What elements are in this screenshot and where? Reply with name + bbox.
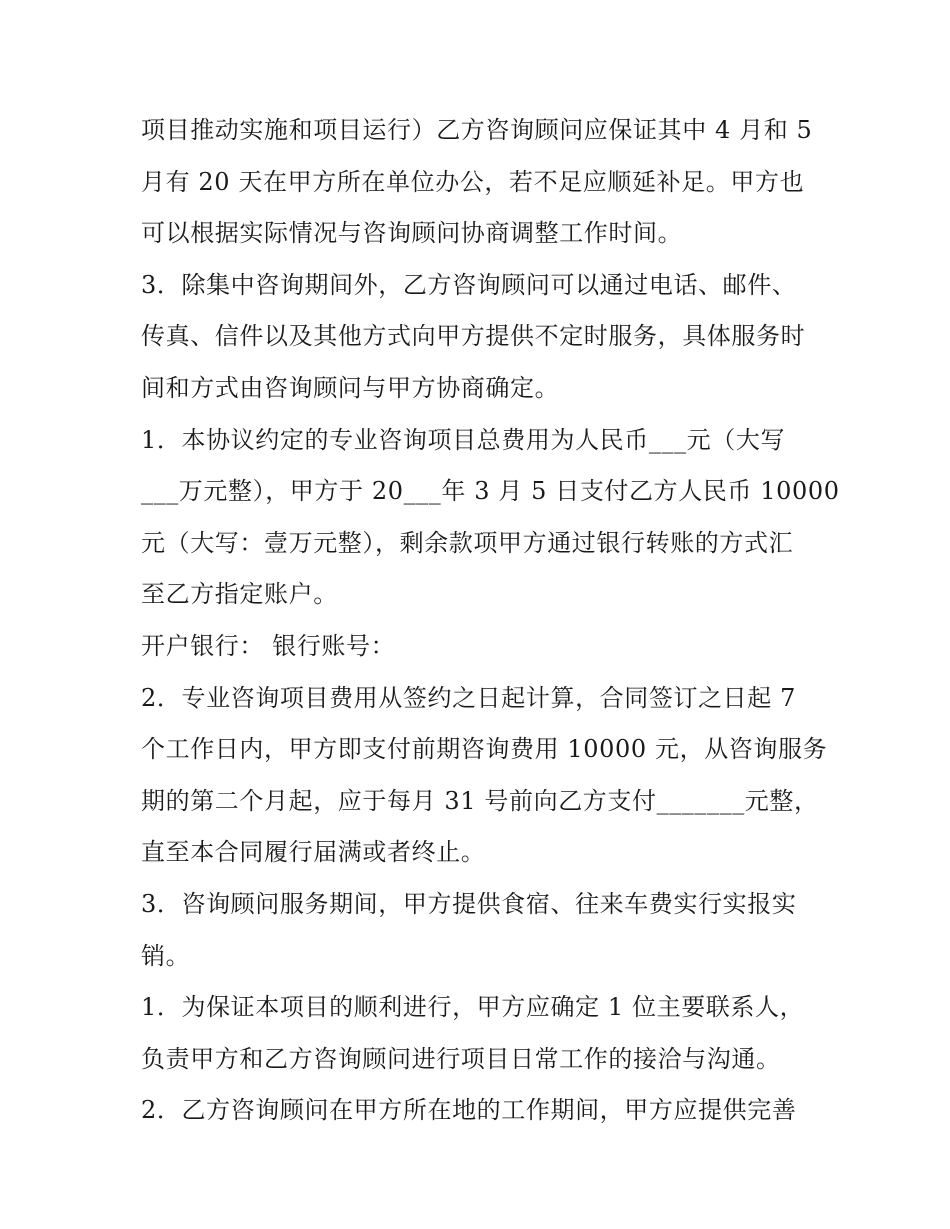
text-line: 3．咨询顾问服务期间，甲方提供食宿、往来车费实行实报实 <box>141 889 797 918</box>
text-line: 3．除集中咨询期间外，乙方咨询顾问可以通过电话、邮件、 <box>141 270 797 299</box>
text-line: 传真、信件以及其他方式向甲方提供不定时服务，具体服务时 <box>141 322 806 351</box>
text-line: ___万元整），甲方于 20___年 3 月 5 日支付乙方人民币 10000 <box>141 477 840 506</box>
text-line: 月有 20 天在甲方所在单位办公，若不足应顺延补足。甲方也 <box>141 167 805 196</box>
text-line: 项目推动实施和项目运行）乙方咨询顾问应保证其中 4 月和 5 <box>141 116 813 144</box>
text-line: 1．为保证本项目的顺利进行，甲方应确定 1 位主要联系人， <box>141 993 805 1022</box>
text-line: 1．本协议约定的专业咨询项目总费用为人民币___元（大写 <box>141 425 786 454</box>
text-line: 元（大写：壹万元整），剩余款项甲方通过银行转账的方式汇 <box>141 528 794 557</box>
text-line: 可以根据实际情况与咨询顾问协商调整工作时间。 <box>141 219 683 248</box>
text-line: 2．专业咨询项目费用从签约之日起计算，合同签订之日起 7 <box>141 683 796 712</box>
text-line: 开户银行： 银行账号： <box>141 631 396 660</box>
text-line: 直至本合同履行届满或者终止。 <box>141 838 486 867</box>
document-body <box>141 105 840 1137</box>
text-line: 至乙方指定账户。 <box>141 580 338 609</box>
text-line: 负责甲方和乙方咨询顾问进行项目日常工作的接洽与沟通。 <box>141 1044 781 1073</box>
text-line: 间和方式由咨询顾问与甲方协商确定。 <box>141 373 560 402</box>
text-line: 个工作日内，甲方即支付前期咨询费用 10000 元，从咨询服务 <box>141 735 828 764</box>
text-line: 2．乙方咨询顾问在甲方所在地的工作期间，甲方应提供完善 <box>141 1096 797 1125</box>
text-line: 期的第二个月起，应于每月 31 号前向乙方支付_______元整， <box>141 786 819 815</box>
text-line: 销。 <box>141 941 191 970</box>
